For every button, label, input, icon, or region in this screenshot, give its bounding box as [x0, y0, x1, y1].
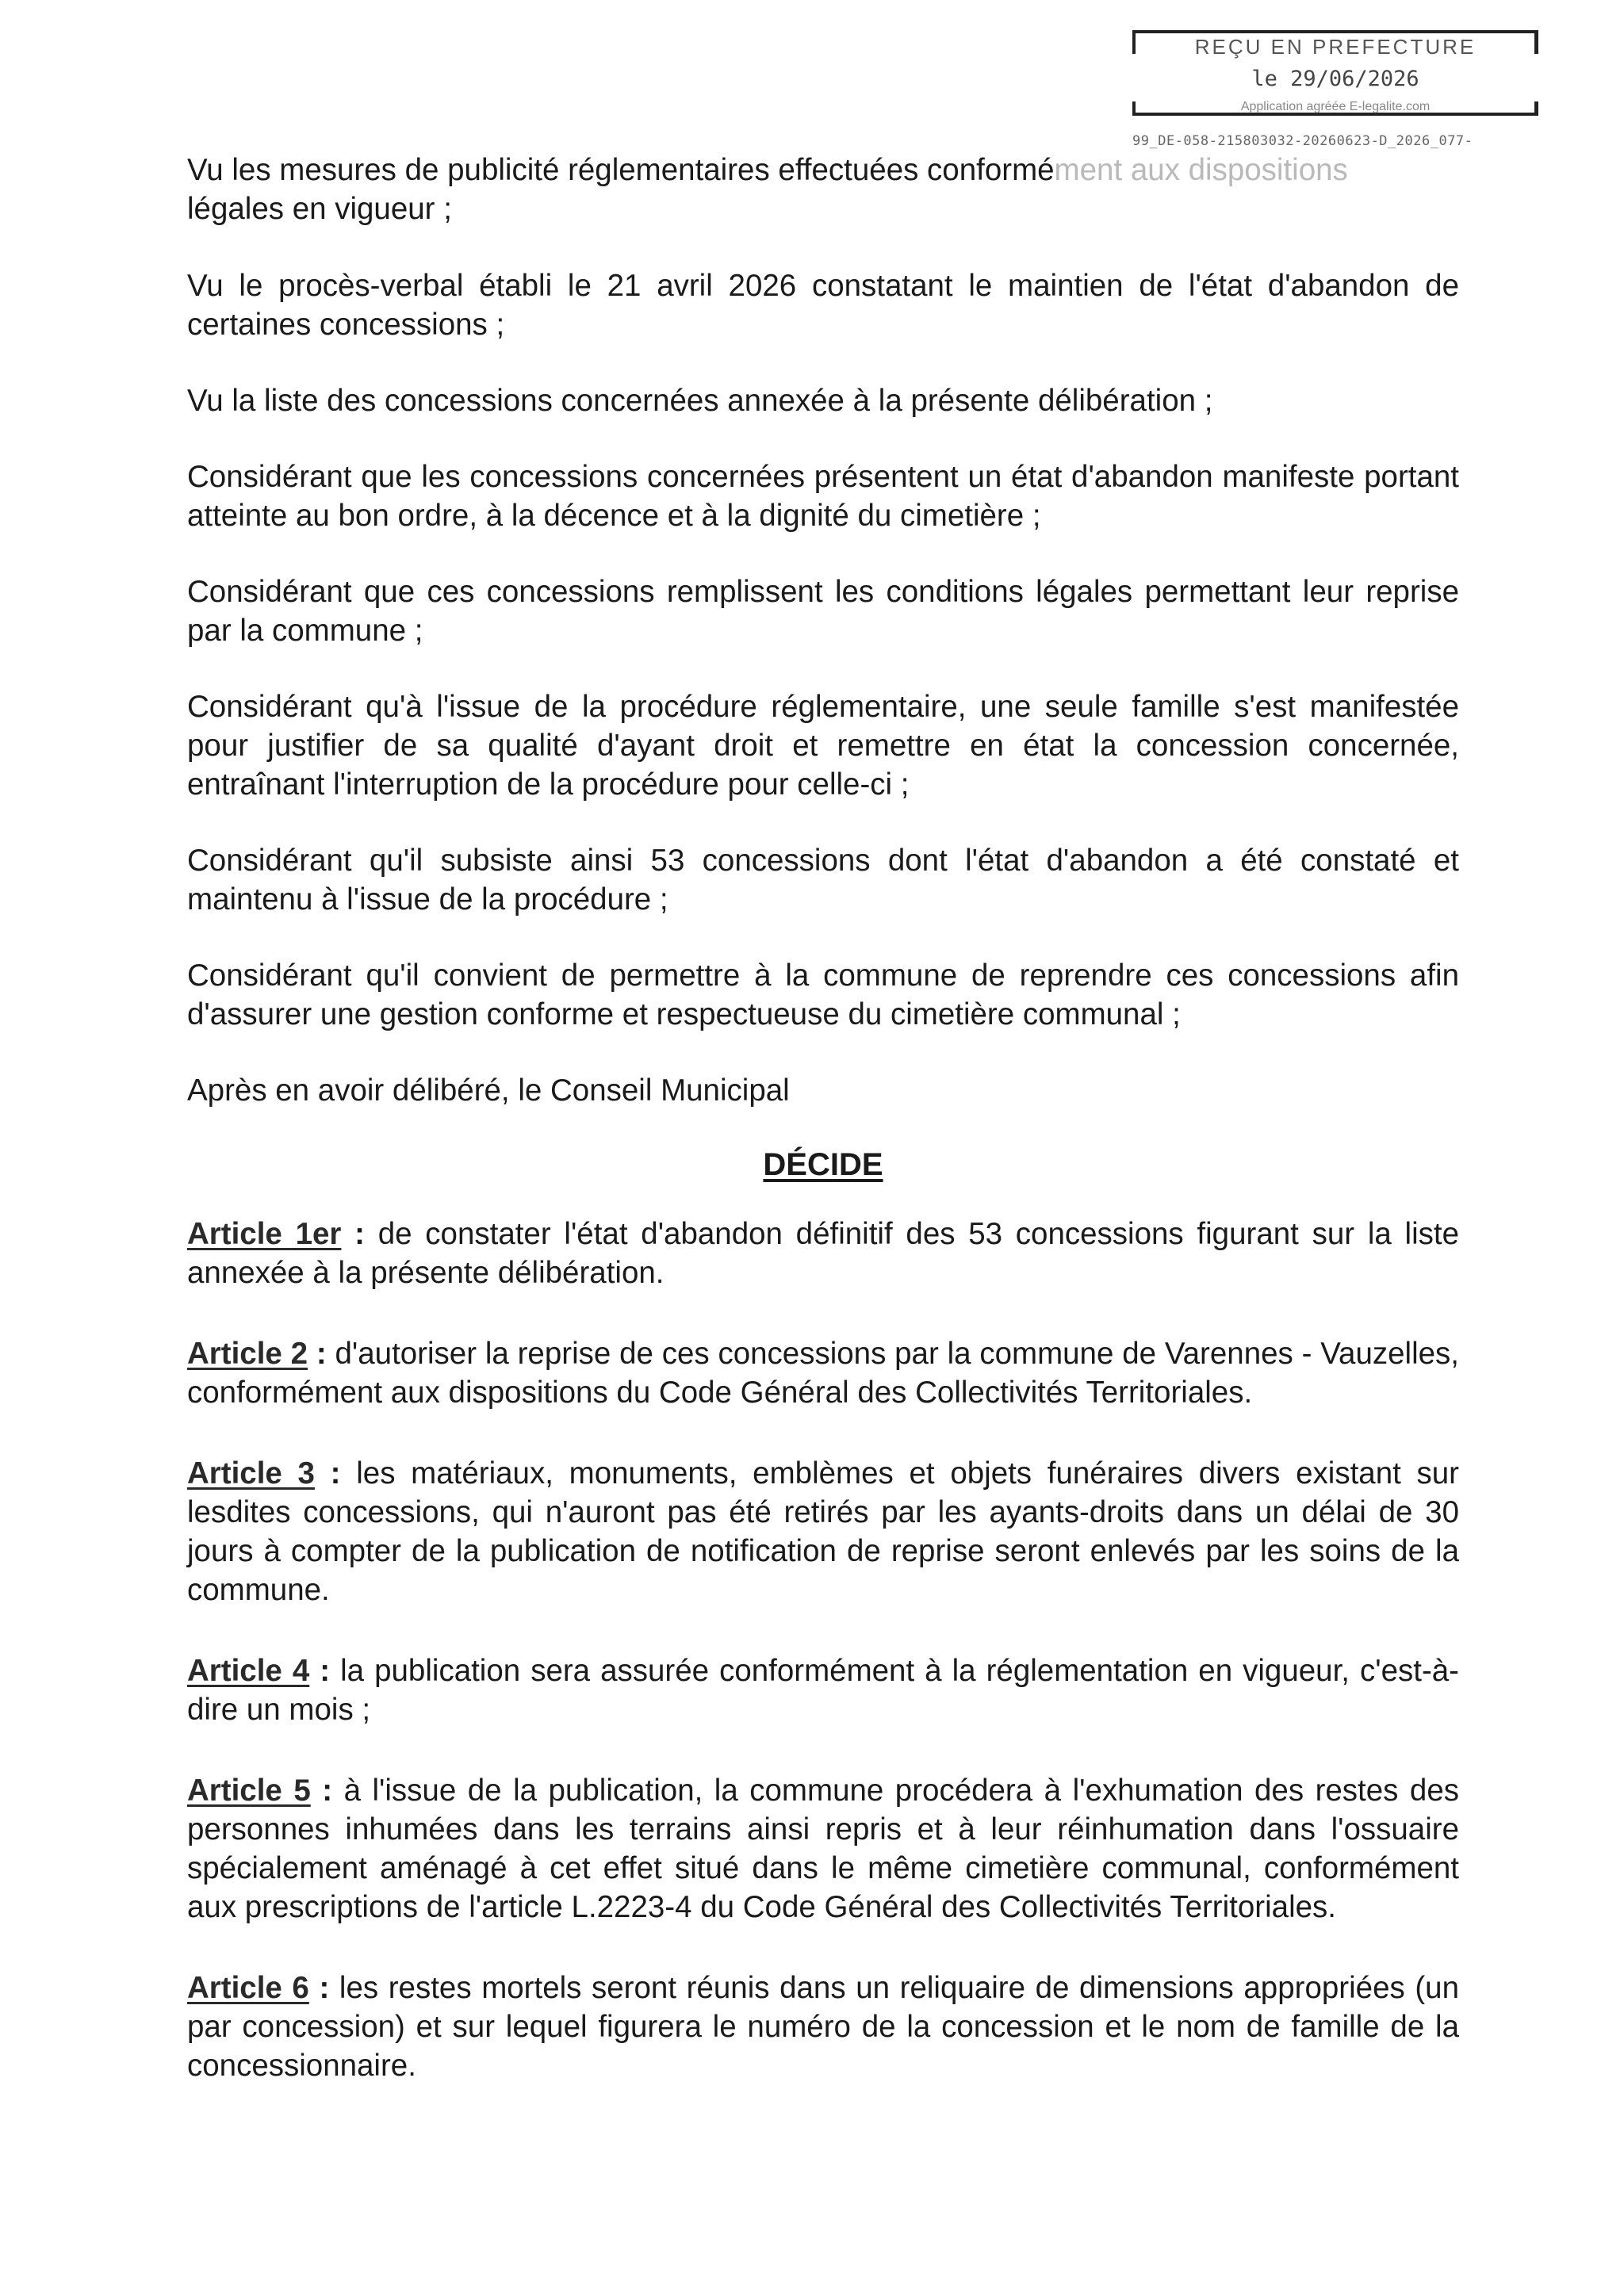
article-5: Article 5 : à l'issue de la publication, la commune procédera à l'exhumation des restes des personnes inhumées dans les terrains ainsi repris et à leur réinhumation dans l'ossuaire spécialement aménagé à cet effet situé dans le même cimetière communal, conformément aux prescriptions de l'article L.2223-4 du Code Général des Collectivités Territoriales.	[187, 1774, 1459, 1924]
article-1: Article 1er : de constater l'état d'abandon définitif des 53 concessions figurant sur la liste annexée à la présente délibération.	[187, 1217, 1460, 1290]
paragraph-publicity	[187, 151, 1459, 228]
prefecture-stamp	[1132, 30, 1538, 124]
article-label: Article 1er	[187, 1217, 342, 1251]
article-label: Article 6	[187, 1971, 309, 2005]
article-text: les restes mortels seront réunis dans un reliquaire de dimensions appropriées (un par concession) et sur lequel figurera le numéro de la concession et le nom de famille de la concessionnaire.	[187, 1971, 1459, 2083]
paragraph-conditions: Considérant que ces concessions remplissent les conditions légales permettant leur reprise par la commune ;	[187, 575, 1459, 648]
article-text: la publication sera assurée conformément à la réglementation en vigueur, c'est-à-dire un mois ;	[187, 1654, 1460, 1727]
article-3: Article 3 : les matériaux, monuments, emblèmes et objets funéraires divers existant sur lesdites concessions, qui n'auront pas été retirés par les ayants-droits dans un délai de 30 jours à compter de la publication de notification de reprise seront enlevés par les soins de la commune.	[187, 1456, 1459, 1607]
article-label: Article 5	[187, 1774, 311, 1808]
article-text: à l'issue de la publication, la commune procédera à l'exhumation des restes des personnes inhumées dans les terrains ainsi repris et à leur réinhumation dans l'ossuaire spécialement aménagé à cet effet situé dans le même cimetière communal, conformément aux prescriptions de l'article L.2223-4 du Code Général des Collectivités Territoriales.	[187, 1774, 1459, 1924]
stamp-date: le 29/06/2026	[1251, 67, 1419, 91]
article-2: Article 2 : d'autoriser la reprise de ces concessions par la commune de Varennes - Vauzelles, conformément aux dispositions du Code Général des Collectivités Territoriales.	[187, 1337, 1459, 1410]
decision-heading: DÉCIDE	[763, 1147, 883, 1182]
article-text: de constater l'état d'abandon définitif des 53 concessions figurant sur la liste annexée à la présente délibération.	[187, 1217, 1460, 1290]
stamp-application: Application agréée E-legalite.com	[1240, 100, 1431, 113]
article-label: Article 3	[187, 1456, 315, 1490]
article-label: Article 2	[187, 1337, 308, 1371]
article-6: Article 6 : les restes mortels seront réunis dans un reliquaire de dimensions appropriées (un par concession) et sur lequel figurera le numéro de la concession et le nom de famille de la concessionnaire.	[187, 1971, 1459, 2083]
stamp-reference: 99_DE-058-215803032-20260623-D_2026_077-	[1132, 133, 1473, 149]
document-body	[187, 151, 1459, 2127]
paragraph-liste: Vu la liste des concessions concernées annexée à la présente délibération ;	[187, 384, 1213, 418]
paragraph-abandon: Considérant que les concessions concernées présentent un état d'abandon manifeste portant atteinte au bon ordre, à la décence et à la dignité du cimetière ;	[187, 460, 1459, 533]
paragraph-subsiste: Considérant qu'il subsiste ainsi 53 concessions dont l'état d'abandon a été constaté et maintenu à l'issue de la procédure ;	[187, 844, 1459, 916]
stamp-corner	[1132, 30, 1538, 33]
stamp-title: REÇU EN PREFECTURE	[1194, 35, 1477, 59]
article-4: Article 4 : la publication sera assurée conformément à la réglementation en vigueur, c'est-à-dire un mois ;	[187, 1654, 1460, 1727]
article-label: Article 4	[187, 1654, 310, 1688]
article-text: les matériaux, monuments, emblèmes et objets funéraires divers existant sur lesdites concessions, qui n'auront pas été retirés par les ayants-droits dans un délai de 30 jours à compter de la publication de notification de reprise seront enlevés par les soins de la commune.	[187, 1456, 1459, 1607]
paragraph-delibere: Après en avoir délibéré, le Conseil Municipal	[187, 1073, 790, 1108]
paragraph-text: Vu les mesures de publicité réglementaires effectuées conformé	[187, 153, 1055, 187]
paragraph-famille: Considérant qu'à l'issue de la procédure réglementaire, une seule famille s'est manifestée pour justifier de sa qualité d'ayant droit et remettre en état la concession concernée, entraînant l'interruption de la procédure pour celle-ci ;	[187, 690, 1459, 802]
article-text: d'autoriser la reprise de ces concessions par la commune de Varennes - Vauzelles, conformément aux dispositions du Code Général des Collectivités Territoriales.	[187, 1337, 1459, 1410]
paragraph-text-end: légales en vigueur ;	[187, 192, 452, 226]
paragraph-faded-text: ment aux dispositions	[1054, 153, 1348, 187]
paragraph-convient: Considérant qu'il convient de permettre à la commune de reprendre ces concessions afin d'assurer une gestion conforme et respectueuse du cimetière communal ;	[187, 959, 1459, 1031]
paragraph-proces-verbal: Vu le procès-verbal établi le 21 avril 2026 constatant le maintien de l'état d'abandon de certaines concessions ;	[187, 269, 1459, 342]
